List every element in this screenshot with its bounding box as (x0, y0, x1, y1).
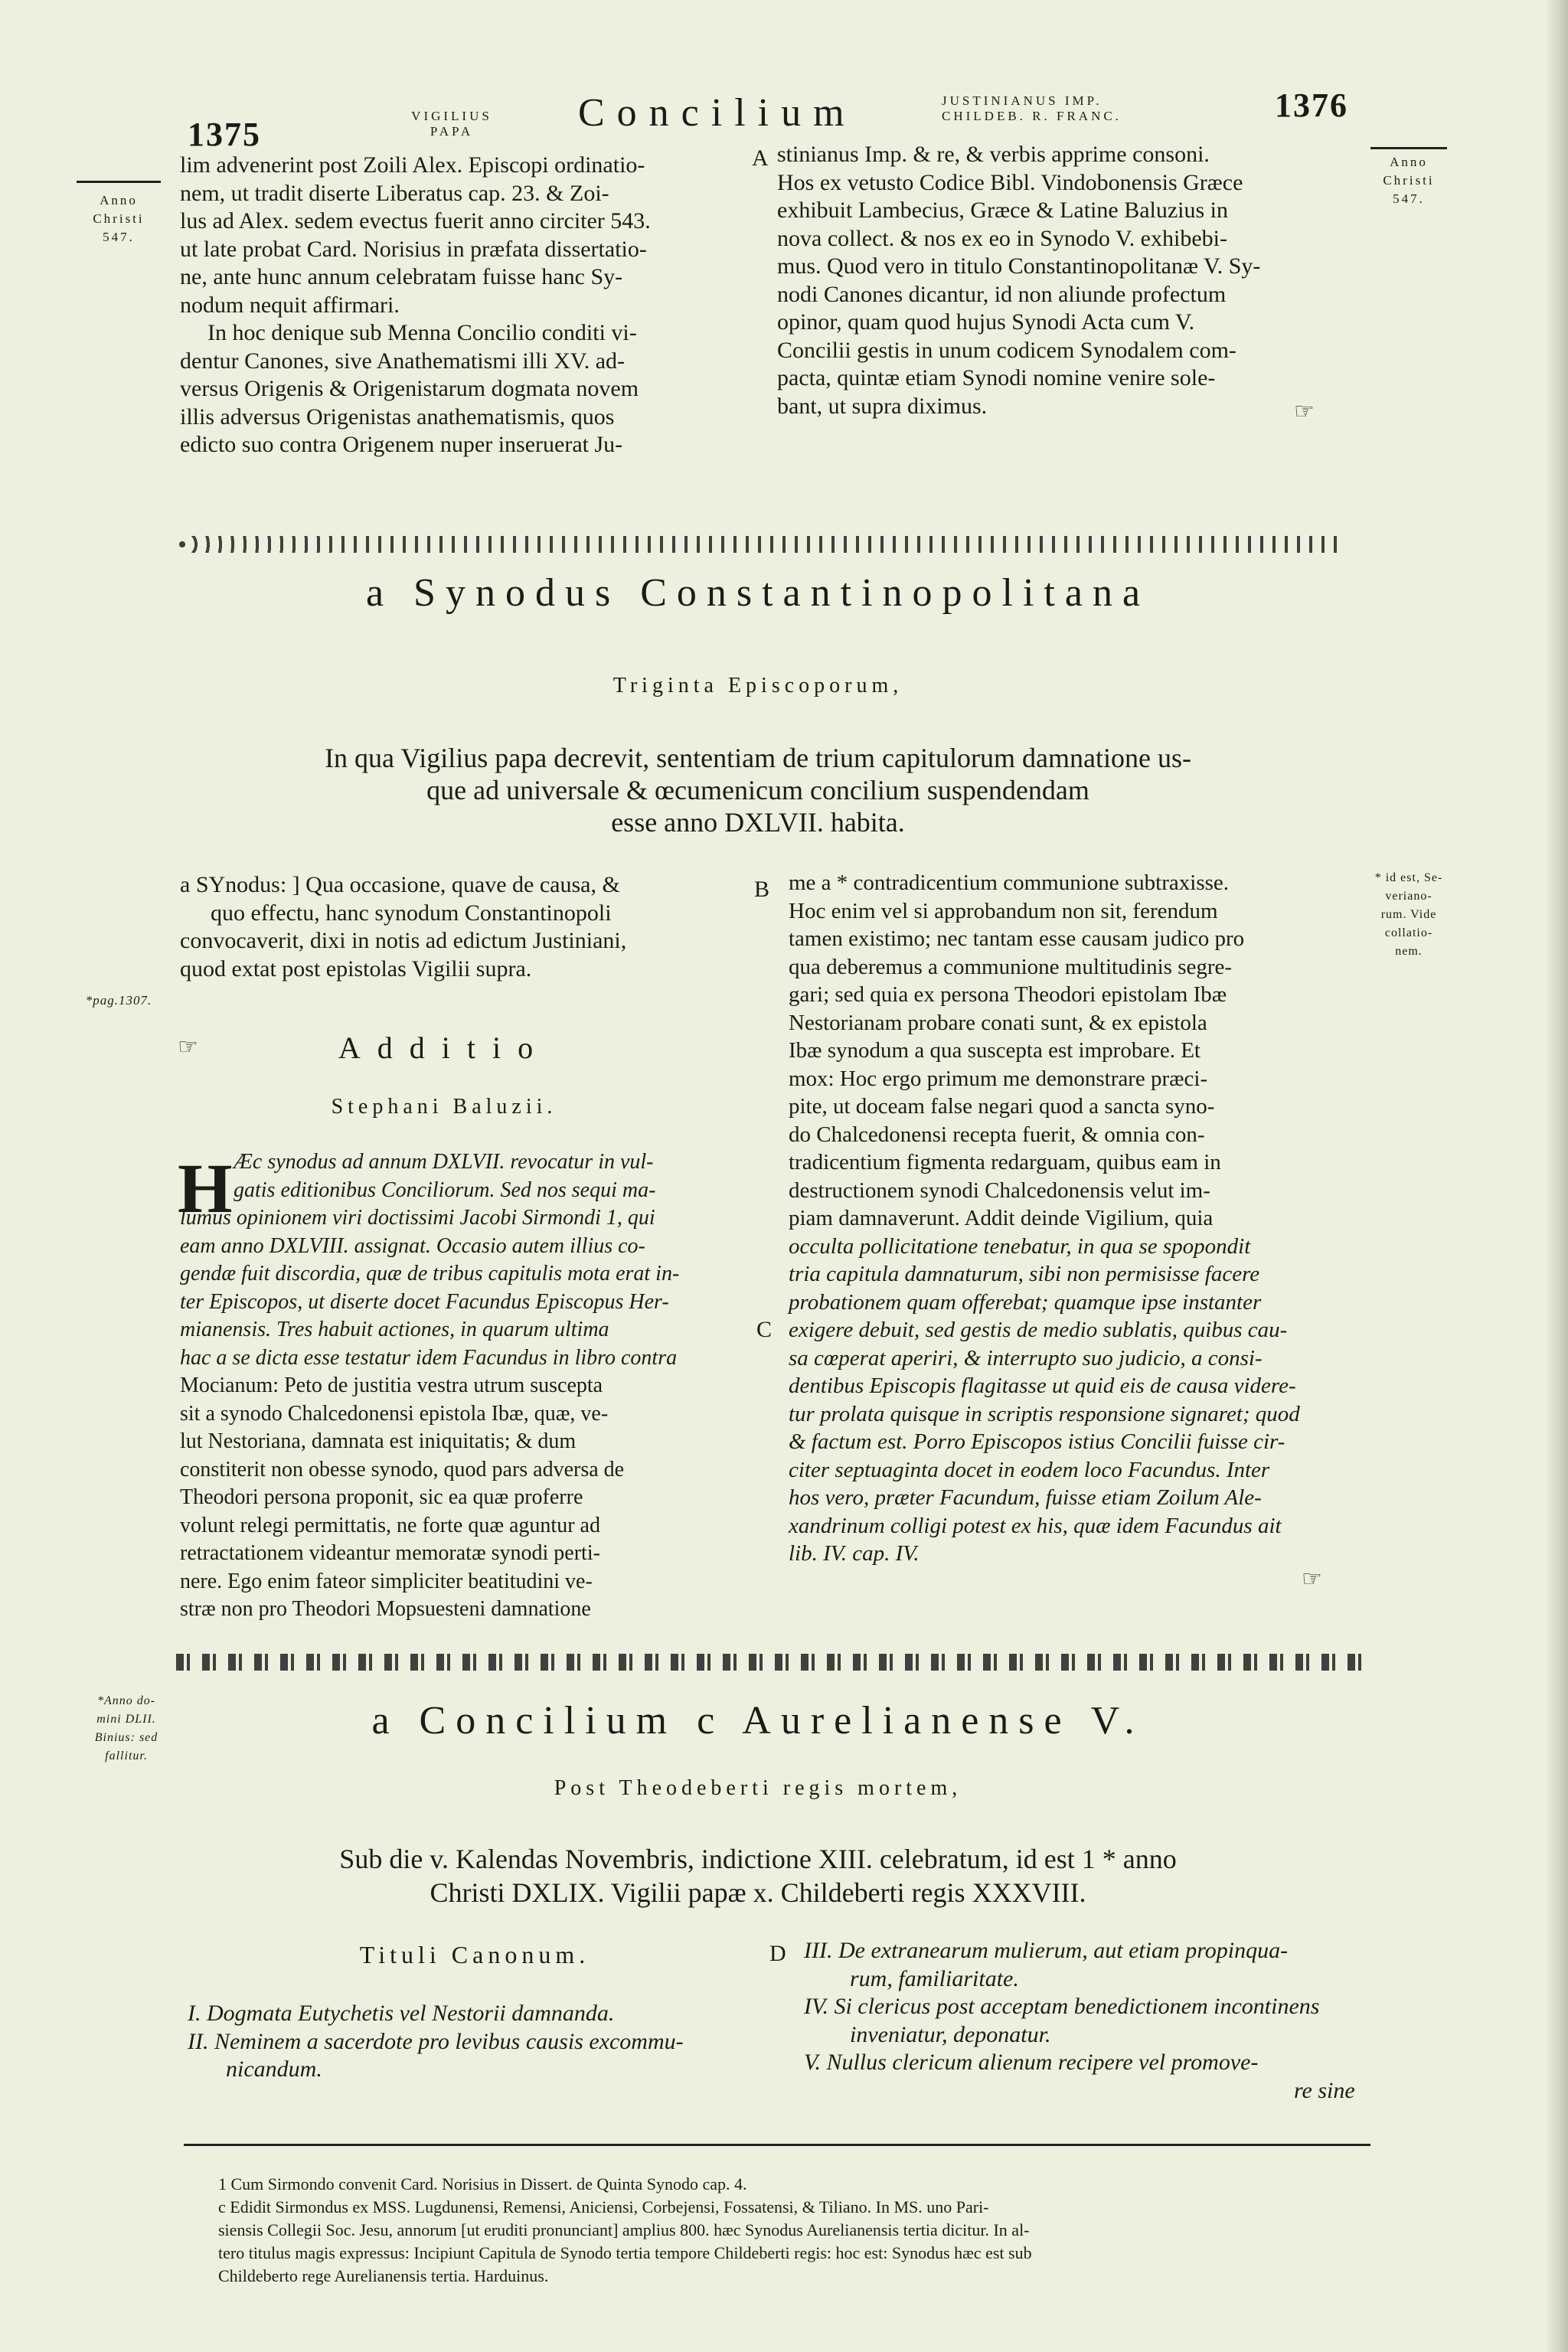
addition-text (180, 1148, 746, 1624)
text-line: mox: Hoc ergo primum me demonstrare præci- (789, 1066, 1208, 1091)
text-line: lim advenerint post Zoili Alex. Episcopi ordinatio- (180, 152, 645, 178)
text-line: mianensis. Tres habuit actiones, in quarum ultima (180, 1318, 609, 1341)
text-line: Theodori persona proponit, sic ea quæ proferre (180, 1485, 583, 1509)
margin-note-anno-domini: *Anno do- mini DLII. Binius: sed fallitur. (94, 1694, 158, 1762)
top-left-column (180, 152, 735, 459)
text-line: retractationem videantur memoratæ synodi perti- (180, 1541, 600, 1565)
left-page-number: 1375 (188, 116, 261, 153)
canon-item: nicandum. (226, 2056, 322, 2082)
text-line: Ibæ synodum a qua suscepta est improbare. Et (789, 1038, 1200, 1063)
text-line: do Chalcedonensi recepta fuerit, & omnia con- (789, 1122, 1205, 1147)
text-line: lumus opinionem viri doctissimi Jacobi Sirmondi 1, qui (180, 1206, 655, 1230)
text-line: nem, ut tradit diserte Liberatus cap. 23. & Zoi- (180, 180, 609, 206)
synodus-subtitle: Triginta Episcoporum, (612, 674, 903, 697)
text-line: & factum est. Porro Episcopos istius Concilii fuisse cir- (789, 1429, 1285, 1454)
margin-rule-right (1370, 147, 1447, 149)
column-letter-d: D (769, 1941, 786, 1966)
addition-author: Stephani Baluzii. (331, 1095, 557, 1119)
canon-item: re sine (1294, 2077, 1355, 2103)
tituli-heading: Tituli Canonum. (359, 1941, 590, 1968)
canon-list-left (188, 2000, 769, 2084)
text-line: mus. Quod vero in titulo Constantinopolitanæ V. Sy- (777, 253, 1261, 279)
text-line: gari; sed quia ex persona Theodori epistolam Ibæ (789, 982, 1227, 1007)
text-line: constiterit non obesse synodo, quod pars adversa de (180, 1457, 625, 1481)
text-line: ter Episcopos, ut diserte docet Facundus Episcopus Her- (180, 1289, 669, 1314)
ornament-band (176, 1654, 1370, 1671)
text-line: nere. Ego enim fateor simpliciter beatitudini ve- (180, 1569, 593, 1593)
text-line: hos vero, præter Facundum, fuisse etiam Zoilum Ale- (789, 1485, 1262, 1510)
text-line: occulta pollicitatione tenebatur, in qua se spopondit (789, 1233, 1251, 1259)
canon-item: II. Neminem a sacerdote pro levibus causis excommu- (188, 2028, 684, 2054)
text-line: gatis editionibus Conciliorum. Sed nos sequi ma- (234, 1178, 656, 1202)
text-line: destructionem synodi Chalcedonensis velut im- (789, 1178, 1210, 1203)
center-running-title: Concilium (578, 91, 857, 135)
text-line: versus Origenis & Origenistarum dogmata novem (180, 376, 639, 401)
text-line: tamen existimo; nec tantam esse causam judico pro (789, 926, 1245, 951)
footnote-line: siensis Collegii Soc. Jesu, annorum [ut eruditi pronunciant] amplius 800. hæc Synodus Aurelianensis tertia dicitur. In al- (218, 2220, 1030, 2239)
text-line: nodum nequit affirmari. (180, 292, 400, 318)
text-line: stinianus Imp. & re, & verbis apprime consoni. (777, 142, 1210, 167)
drop-cap-h: H (178, 1149, 233, 1227)
text-line: nodi Canones dicantur, id non aliunde profectum (777, 281, 1227, 307)
text-line: stræ non pro Theodori Mopsuesteni damnatione (180, 1597, 591, 1621)
text-line: citer septuaginta docet in eodem loco Facundus. Inter (789, 1457, 1270, 1482)
text-line: ne, ante hunc annum celebratam fuisse hanc Sy- (180, 264, 623, 289)
text-line: tradicentium figmenta redarguam, quibus eam in (789, 1150, 1221, 1174)
text-line: quod extat post epistolas Vigilii supra. (180, 956, 532, 982)
footnote-line: tero titulus magis expressus: Incipiunt Capitula de Synodo tertia tempore Childeberti regis: hoc est: Synodus hæc est sub (218, 2243, 1032, 2262)
text-line: eam anno DXLVIII. assignat. Occasio autem illius co- (180, 1233, 645, 1258)
text-line: bant, ut supra diximus. (777, 393, 988, 419)
text-line: sa cœperat aperiri, & interrupto suo judicio, a consi- (789, 1345, 1263, 1370)
text-line: sit a synodo Chalcedonensi epistola Ibæ, quæ, ve- (180, 1401, 609, 1426)
synodus-intro (180, 871, 746, 983)
column-letter-c: C (756, 1317, 773, 1342)
text-line: lut Nestoriana, damnata est iniquitatis; & dum (180, 1429, 577, 1453)
text-line: nova collect. & nos ex eo in Synodo V. exhibebi- (777, 225, 1227, 251)
text-line: gendæ fuit discordia, quæ de tribus capitulis mota erat in- (180, 1262, 680, 1285)
right-running-title-1: JUSTINIANUS IMP. (942, 93, 1102, 108)
pointing-hand-icon: ☞ (1294, 399, 1315, 424)
margin-note-severianorum: * id est, Se- veriano- rum. Vide collatio- nem. (1374, 871, 1443, 958)
left-running-title: VIGILIUS PAPA (411, 109, 492, 139)
text-line: Æc synodus ad annum DXLVII. revocatur in vul- (234, 1150, 654, 1174)
canon-item: III. De extranearum mulierum, aut etiam propinqua- (804, 1938, 1289, 1963)
synodus-right-column (789, 869, 1359, 1568)
text-line: tria capitula damnaturum, sibi non permisisse facere (789, 1262, 1260, 1286)
canon-item: IV. Si clericus post acceptam benedictionem incontinens (804, 1994, 1320, 2019)
right-page-number: 1376 (1275, 87, 1348, 124)
aurelianense-subtitle: Post Theodeberti regis mortem, (554, 1776, 962, 1800)
canon-item: V. Nullus clericum alienum recipere vel promove- (804, 2050, 1259, 2075)
text-line: opinor, quam quod hujus Synodi Acta cum V. (777, 309, 1195, 335)
text-line: Nestorianam probare conati sunt, & ex epistola (789, 1010, 1207, 1035)
text-line: exhibuit Lambecius, Græce & Latine Baluzius in (777, 198, 1229, 223)
text-line: a SYnodus: ] Qua occasione, quave de causa, & (180, 872, 620, 897)
text-line: probationem quam offerebat; quamque ipse instanter (789, 1289, 1262, 1315)
top-right-column (777, 141, 1359, 420)
text-line: Mocianum: Peto de justitia vestra utrum suscepta (180, 1374, 603, 1397)
pointing-hand-icon: ☞ (1302, 1566, 1322, 1592)
text-line: quo effectu, hanc synodum Constantinopoli (211, 900, 612, 926)
text-line: dentur Canones, sive Anathematismi illi XV. ad- (180, 348, 626, 374)
text-line: piam damnaverunt. Addit deinde Vigilium, quia (789, 1206, 1214, 1230)
text-line: convocaverit, dixi in notis ad edictum Justiniani, (180, 928, 627, 953)
canon-item: inveniatur, deponatur. (850, 2021, 1051, 2047)
aurelianense-date-line-1: Sub die v. Kalendas Novembris, indictione XIII. celebratum, id est 1 * anno (339, 1844, 1177, 1874)
column-letter-a: A (752, 145, 769, 171)
text-line: In hoc denique sub Menna Concilio conditi vi- (207, 320, 637, 345)
canon-item: rum, familiaritate. (850, 1965, 1019, 1991)
text-line: lus ad Alex. sedem evectus fuerit anno circiter 543. (180, 208, 651, 234)
text-line: pacta, quintæ etiam Synodi nomine venire sole- (777, 365, 1216, 390)
synodus-description-1: In qua Vigilius papa decrevit, sententiam de trium capitulorum damnatione us- (325, 743, 1191, 773)
margin-anno-right: Anno Christi 547. (1383, 155, 1435, 206)
margin-rule-left (77, 181, 161, 183)
text-line: Hos ex vetusto Codice Bibl. Vindobonensis Græce (777, 169, 1243, 195)
footnote-rule (184, 2144, 1370, 2146)
footnote-line: Childeberto rege Aurelianensis tertia. Harduinus. (218, 2266, 549, 2285)
canon-list-right (804, 1937, 1370, 2105)
synodus-title: a Synodus Constantinopolitana (365, 571, 1151, 615)
text-line: dentibus Episcopis flagitasse ut quid eis de causa videre- (789, 1374, 1296, 1398)
aurelianense-date-line-2: Christi DXLIX. Vigilii papæ x. Childeberti regis XXXVIII. (430, 1877, 1086, 1908)
column-letter-b: B (754, 877, 770, 902)
canon-item: I. Dogmata Eutychetis vel Nestorii damnanda. (188, 2001, 615, 2026)
right-running-title-2: CHILDEB. R. FRANC. (942, 109, 1122, 123)
text-line: Concilii gestis in unum codicem Synodalem com- (777, 337, 1236, 363)
text-line: lib. IV. cap. IV. (789, 1541, 920, 1566)
text-line: me a * contradicentium communione subtraxisse. (789, 871, 1230, 895)
ornament-band (176, 536, 1340, 553)
text-line: Hoc enim vel si approbandum non sit, ferendum (789, 898, 1218, 923)
text-line: xandrinum colligi potest ex his, quæ idem Facundus ait (789, 1513, 1282, 1538)
text-line: illis adversus Origenistas anathematismis, quos (180, 403, 615, 430)
text-line: ut late probat Card. Norisius in præfata dissertatio- (180, 236, 647, 262)
text-line: exigere debuit, sed gestis de medio sublatis, quibus cau- (789, 1318, 1288, 1342)
synodus-description-2: que ad universale & œcumenicum concilium suspendendam (426, 775, 1089, 805)
aurelianense-title: a Concilium c Aurelianense V. (371, 1699, 1145, 1743)
margin-anno-left: Anno Christi 547. (93, 193, 145, 244)
footnotes (218, 2173, 1382, 2288)
addition-title: Additio (338, 1031, 550, 1065)
text-line: volunt relegi permittatis, ne forte quæ aguntur ad (180, 1513, 600, 1537)
footnote-line: 1 Cum Sirmondo convenit Card. Norisius in Dissert. de Quinta Synodo cap. 4. (218, 2174, 747, 2194)
text-line: hac a se dicta esse testatur idem Facundus in libro contra (180, 1345, 678, 1370)
text-line: qua deberemus a communione multitudinis segre- (789, 954, 1233, 979)
page-edge-right (1545, 0, 1568, 2352)
pointing-hand-icon: ☞ (178, 1034, 198, 1060)
synodus-description-3: esse anno DXLVII. habita. (611, 807, 905, 838)
footnote-line: c Edidit Sirmondus ex MSS. Lugdunensi, Remensi, Aniciensi, Corbejensi, Fossatensi, & Tiliano. In MS. uno Pari- (218, 2197, 989, 2216)
text-line: pite, ut doceam false negari quod a sancta syno- (789, 1094, 1215, 1119)
text-line: tur prolata quisque in scriptis responsione signaret; quod (789, 1401, 1300, 1426)
text-line: edicto suo contra Origenem nuper inseruerat Ju- (180, 432, 623, 457)
margin-note-page: *pag.1307. (85, 993, 152, 1008)
